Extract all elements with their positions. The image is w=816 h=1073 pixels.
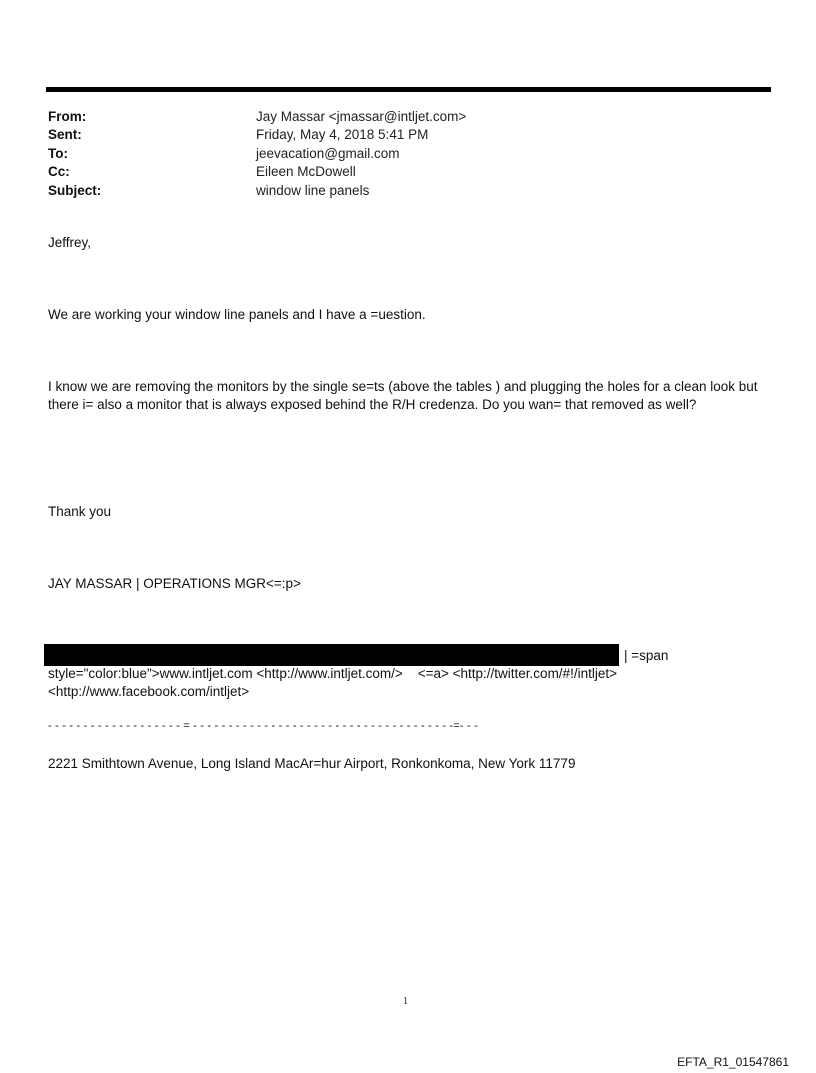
- to-value: jeevacation@gmail.com: [256, 145, 400, 161]
- sent-row: [48, 126, 748, 145]
- page-number: 1: [403, 996, 408, 1007]
- separator-dashes: - - - - - - - - - - - - - - - - - - - = - - - - - - - - - - - - - - - - - - - - - - - - - - - - - - - - - - - - -=- - -: [48, 720, 479, 732]
- paragraph-details-line2: there i= also a monitor that is always exposed behind the R/H credenza. Do you wan= that removed as well?: [48, 397, 697, 412]
- signature-links-line: style="color:blue">www.intljet.com <http://www.intljet.com/> <=a> <http://twitter.com/#!/intljet>: [48, 666, 617, 681]
- signature-name: JAY MASSAR | OPERATIONS MGR<=:p>: [48, 576, 301, 591]
- signature-facebook-line: <http://www.facebook.com/intljet>: [48, 684, 250, 699]
- cc-value: Eileen McDowell: [256, 164, 356, 180]
- to-label: To:: [48, 145, 68, 161]
- sent-label: Sent:: [48, 127, 82, 143]
- subject-label: Subject:: [48, 182, 102, 198]
- cc-row: [48, 163, 748, 182]
- cc-label: Cc:: [48, 164, 70, 180]
- greeting: Jeffrey,: [48, 235, 92, 250]
- redaction-block: [44, 644, 619, 666]
- header-rule: [46, 87, 771, 92]
- from-value: Jay Massar <jmassar@intljet.com>: [256, 108, 467, 124]
- to-row: [48, 144, 748, 163]
- bates-number: EFTA_R1_01547861: [677, 1055, 789, 1069]
- subject-value: window line panels: [256, 182, 370, 198]
- email-header: [48, 107, 748, 200]
- paragraph-details-line1: I know we are removing the monitors by the single se=ts (above the tables ) and plugging the holes for a clean look but: [48, 379, 758, 394]
- signature-tail: | =span: [624, 648, 669, 663]
- subject-row: [48, 181, 748, 200]
- address-line: 2221 Smithtown Avenue, Long Island MacAr=hur Airport, Ronkonkoma, New York 11779: [48, 756, 576, 771]
- sent-value: Friday, May 4, 2018 5:41 PM: [256, 127, 429, 143]
- from-label: From:: [48, 108, 87, 124]
- from-row: [48, 107, 748, 126]
- closing: Thank you: [48, 504, 112, 519]
- paragraph-question: We are working your window line panels and I have a =uestion.: [48, 307, 426, 322]
